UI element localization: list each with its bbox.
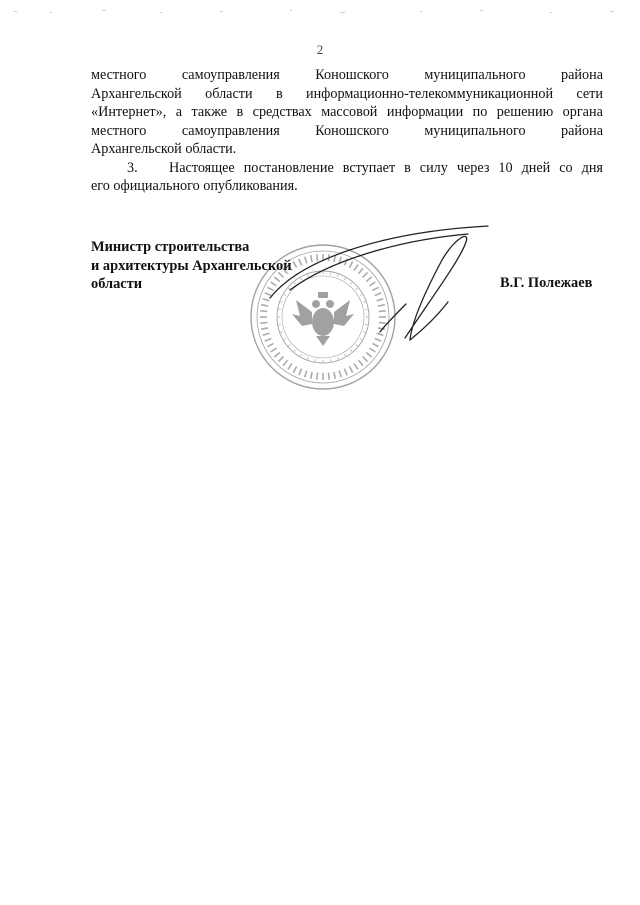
word: информации [386, 104, 464, 120]
document-body [91, 66, 603, 196]
seal-lettering-mark [349, 366, 352, 372]
paragraph-1-line-3 [91, 103, 603, 122]
word: дней [521, 159, 551, 176]
seal-lettering-mark [283, 360, 287, 365]
word: муниципального [424, 67, 526, 83]
seal-lettering-mark [344, 369, 347, 375]
seal-lettering-mark [328, 373, 329, 380]
word: области [205, 85, 253, 102]
paragraph-number: 3. [127, 159, 138, 176]
word: самоуправления [181, 122, 280, 139]
word: сети [576, 85, 603, 102]
seal-lettering-mark [305, 371, 307, 378]
word: Настоящее [169, 159, 235, 176]
paragraph-1-line-1 [91, 66, 603, 85]
seal-lettering-mark [311, 372, 312, 379]
word: «Интернет», [91, 104, 167, 120]
seal-lettering-mark [299, 369, 302, 375]
word: со [559, 159, 573, 176]
paragraph-1-line-2 [91, 85, 603, 104]
word: через [456, 159, 490, 176]
seal-lettering-mark [334, 372, 335, 379]
word: а [175, 104, 183, 120]
signatory-title-line-2: и архитектуры Архангельской [91, 257, 292, 274]
word: дня [581, 159, 603, 176]
word: постановление [243, 159, 334, 176]
word: самоуправления [181, 67, 280, 83]
signatory-title [91, 238, 292, 294]
word: в [404, 159, 411, 176]
paragraph-2-line-1 [91, 159, 603, 178]
scan-noise [10, 8, 630, 18]
seal-lettering-mark [317, 373, 318, 380]
word: органа [562, 104, 603, 120]
seal-lettering-mark [288, 364, 292, 370]
paragraph-2-line-1-text [169, 159, 603, 178]
word: муниципального [424, 122, 526, 139]
word: в [236, 104, 244, 120]
word: Архангельской [91, 85, 182, 102]
word: Коношского [315, 122, 389, 139]
word: также [191, 104, 227, 120]
word: местного [91, 122, 147, 139]
word: района [561, 122, 603, 139]
signatory-title-line-1: Министр строительства [91, 239, 250, 255]
word: в [275, 85, 283, 102]
paragraph-2-line-2: его официального опубликования. [91, 178, 298, 194]
word: средствах [252, 104, 312, 120]
word: местного [91, 67, 147, 83]
page-number: 2 [316, 42, 324, 57]
paragraph-1-line-4 [91, 122, 603, 141]
word: силу [419, 159, 448, 176]
word: 10 [498, 159, 513, 176]
seal-lettering-mark [359, 360, 363, 365]
signatory-title-line-3: области [91, 276, 143, 292]
paragraph-1-line-5: Архангельской области. [91, 141, 237, 157]
word: решению [496, 104, 554, 120]
seal-lettering-mark [354, 364, 358, 370]
word: информационно-телекоммуникационной [306, 85, 554, 102]
seal-lettering-mark [293, 366, 296, 372]
word: массовой [321, 104, 378, 120]
word: района [561, 67, 603, 83]
word: Коношского [315, 67, 389, 83]
word: вступает [342, 159, 396, 176]
signatory-name: В.Г. Полежаев [500, 275, 593, 291]
word: по [472, 104, 488, 120]
seal-lettering-mark [339, 371, 341, 378]
